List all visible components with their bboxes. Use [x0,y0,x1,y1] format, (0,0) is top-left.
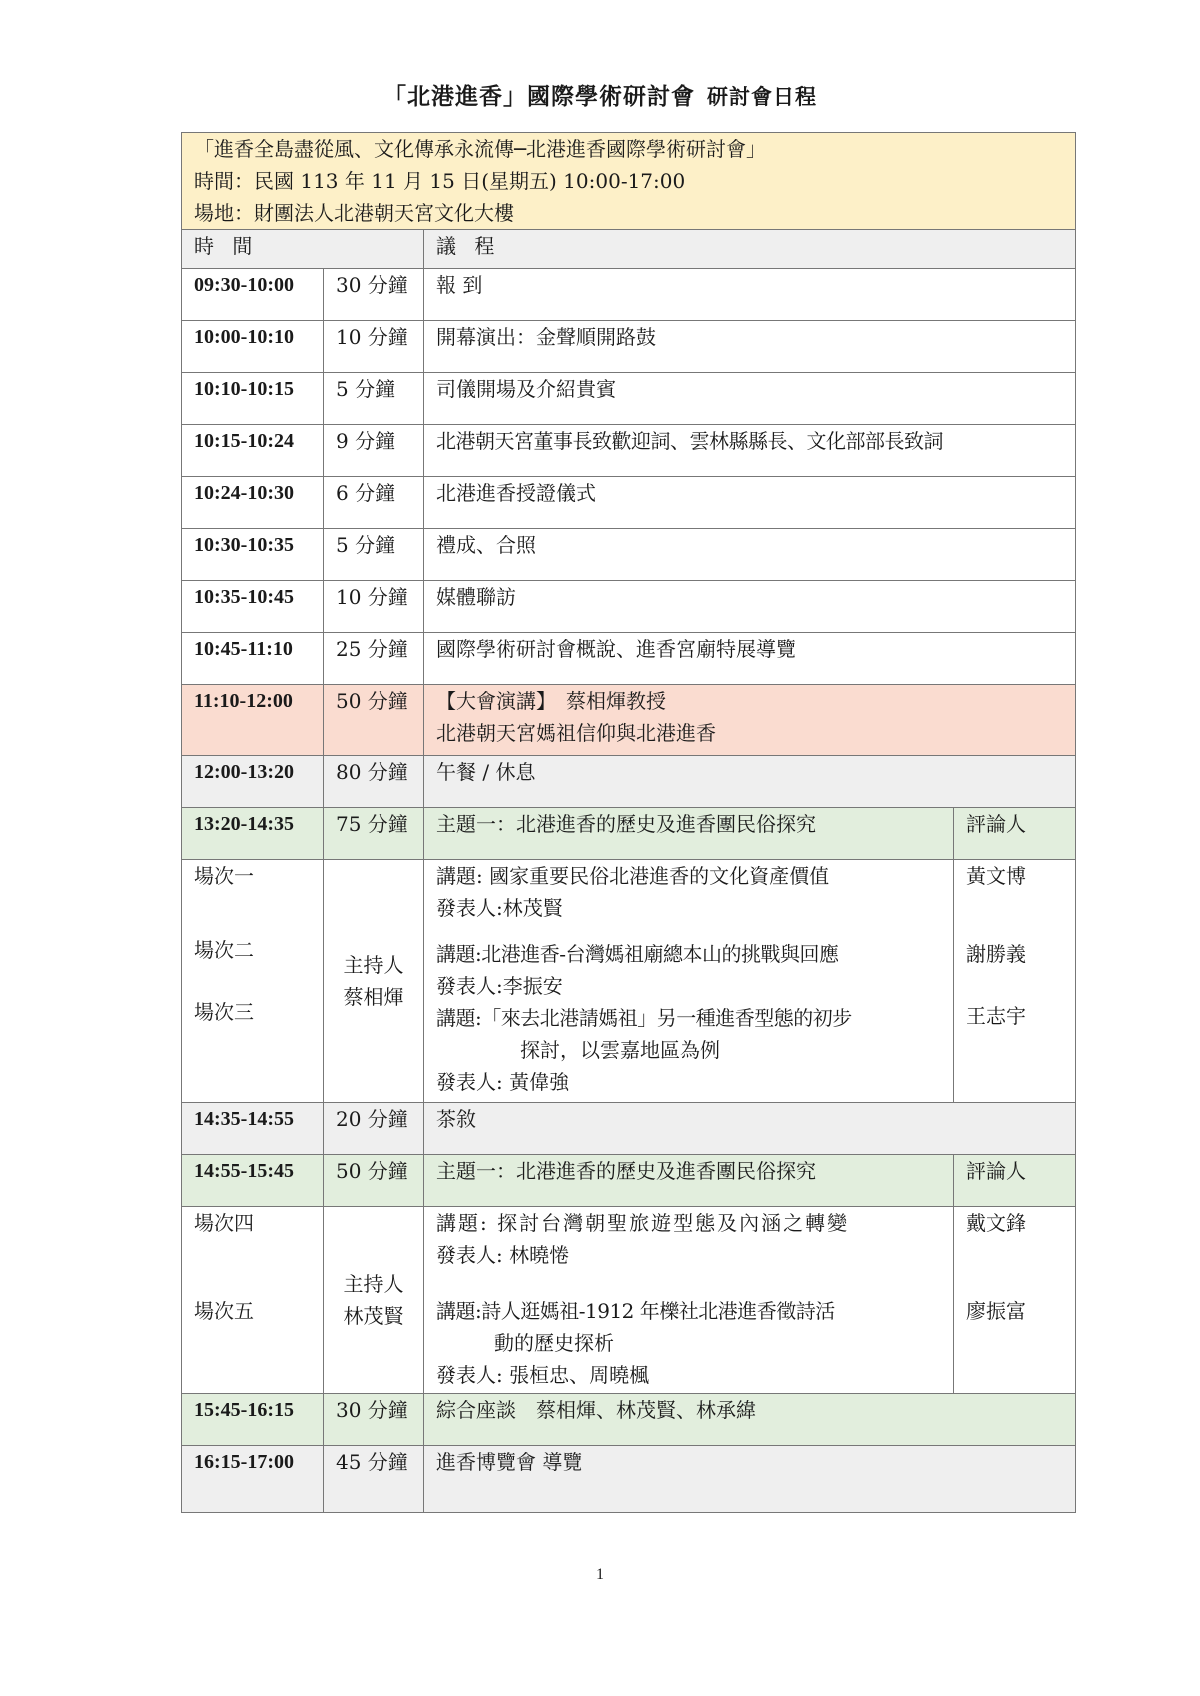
keynote-topic: 北港朝天宮媽祖信仰與北港進香 [436,721,716,745]
event-venue: 場地：財團法人北港朝天宮文化大樓 [194,201,514,225]
session-label: 場次二 [194,938,254,962]
header-row [182,230,1076,269]
agenda-cell: 北港朝天宮董事長致歡迎詞、雲林縣縣長、文化部部長致詞 [424,425,1076,477]
reviewers-cell [954,1207,1076,1394]
agenda-cell: 國際學術研討會概說、進香宮廟特展導覽 [424,633,1076,685]
event-info-row [182,133,1076,230]
time-cell: 09:30-10:00 [182,269,324,321]
duration-cell: 10 分鐘 [324,321,424,373]
time-cell: 10:15-10:24 [182,425,324,477]
reviewer-header: 評論人 [954,1155,1076,1207]
session-label: 場次三 [194,1000,254,1024]
talk-title: 講題:詩人逛媽祖-1912 年櫟社北港進香徵詩活 [436,1299,835,1323]
duration-cell: 5 分鐘 [324,529,424,581]
session-label: 場次四 [194,1211,254,1235]
table-row [182,321,1076,373]
time-cell: 10:45-11:10 [182,633,324,685]
duration-cell: 25 分鐘 [324,633,424,685]
host-cell [324,860,424,1103]
reviewers-cell [954,860,1076,1103]
host-label: 主持人 [343,953,404,977]
agenda-cell: 司儀開場及介紹貴賓 [424,373,1076,425]
host-label: 主持人 [343,1272,404,1296]
talk-item [436,1002,941,1098]
agenda-cell: 茶敘 [424,1103,1076,1155]
session-block [182,1207,1076,1394]
duration-cell: 10 分鐘 [324,581,424,633]
time-cell: 13:20-14:35 [182,808,324,860]
talks-cell [424,860,954,1103]
talk-title: 講題:「來去北港請媽祖」另一種進香型態的初步 [436,1006,852,1030]
tea-row [182,1103,1076,1155]
agenda-cell: 報 到 [424,269,1076,321]
duration-cell: 45 分鐘 [324,1446,424,1513]
agenda-cell: 禮成、合照 [424,529,1076,581]
table-row [182,477,1076,529]
time-cell: 10:35-10:45 [182,581,324,633]
table-row [182,633,1076,685]
agenda-cell: 媒體聯訪 [424,581,1076,633]
talk-title: 講題: 國家重要民俗北港進香的文化資產價值 [436,864,830,888]
agenda-cell: 開幕演出：金聲順開路鼓 [424,321,1076,373]
title-main: 「北港進香」國際學術研討會 [383,83,695,110]
forum-row [182,1394,1076,1446]
keynote-cell [424,685,1076,756]
time-cell: 10:30-10:35 [182,529,324,581]
talk-title-cont: 動的歷史探析 [494,1331,614,1355]
page-title [0,78,1200,111]
duration-cell: 30 分鐘 [324,269,424,321]
host-name: 蔡相煇 [343,985,404,1009]
time-cell: 10:10-10:15 [182,373,324,425]
duration-cell: 20 分鐘 [324,1103,424,1155]
talk-presenter: 發表人: 張桓忠、周曉楓 [436,1363,650,1387]
time-cell: 11:10-12:00 [182,685,324,756]
theme-row [182,1155,1076,1207]
time-cell: 10:24-10:30 [182,477,324,529]
duration-cell: 5 分鐘 [324,373,424,425]
agenda-cell: 午餐 / 休息 [424,756,1076,808]
session-labels [182,860,324,1103]
reviewer-name: 黃文博 [966,864,1026,888]
table-row [182,373,1076,425]
duration-cell: 6 分鐘 [324,477,424,529]
table-row [182,529,1076,581]
time-cell: 15:45-16:15 [182,1394,324,1446]
reviewer-name: 戴文鋒 [966,1211,1026,1235]
talk-presenter: 發表人: 黃偉強 [436,1070,570,1094]
event-date: 時間：民國 113 年 11 月 15 日(星期五) 10:00-17:00 [194,169,686,193]
table-row [182,425,1076,477]
lunch-row [182,756,1076,808]
reviewer-name: 廖振富 [966,1299,1026,1323]
talk-title-cont: 探討，以雲嘉地區為例 [520,1038,720,1062]
agenda-cell: 綜合座談 蔡相煇、林茂賢、林承緯 [424,1394,1076,1446]
talk-item [436,1295,941,1391]
schedule-table [181,132,1076,1513]
session-block [182,860,1076,1103]
event-name: 「進香全島盡從風、文化傳承永流傳─北港進香國際學術研討會」 [194,137,767,161]
time-cell: 14:35-14:55 [182,1103,324,1155]
theme-title: 主題一：北港進香的歷史及進香團民俗探究 [424,1155,954,1207]
talk-title: 講題: 探討台灣朝聖旅遊型態及內涵之轉變 [436,1211,850,1235]
table-row [182,581,1076,633]
talk-item [436,1207,941,1271]
talk-item [436,860,941,924]
talk-title: 講題:北港進香-台灣媽祖廟總本山的挑戰與回應 [436,942,839,966]
reviewer-name: 王志宇 [966,1004,1026,1028]
time-cell: 14:55-15:45 [182,1155,324,1207]
page-number: 1 [596,1566,604,1583]
session-label: 場次五 [194,1299,254,1323]
event-info [182,133,1076,230]
duration-cell: 80 分鐘 [324,756,424,808]
table-row [182,269,1076,321]
duration-cell: 9 分鐘 [324,425,424,477]
duration-cell: 50 分鐘 [324,1155,424,1207]
session-labels [182,1207,324,1394]
header-time: 時 間 [182,230,424,269]
keynote-speaker: 【大會演講】 蔡相煇教授 [436,689,666,713]
keynote-row [182,685,1076,756]
agenda-cell: 進香博覽會 導覽 [424,1446,1076,1513]
time-cell: 16:15-17:00 [182,1446,324,1513]
talks-cell [424,1207,954,1394]
host-cell [324,1207,424,1394]
time-cell: 10:00-10:10 [182,321,324,373]
header-agenda: 議 程 [424,230,1076,269]
session-label: 場次一 [194,864,254,888]
duration-cell: 30 分鐘 [324,1394,424,1446]
reviewer-header: 評論人 [954,808,1076,860]
time-cell: 12:00-13:20 [182,756,324,808]
expo-row [182,1446,1076,1513]
talk-presenter: 發表人: 林曉惓 [436,1243,570,1267]
talk-presenter: 發表人:林茂賢 [436,896,563,920]
agenda-cell: 北港進香授證儀式 [424,477,1076,529]
duration-cell: 75 分鐘 [324,808,424,860]
theme-row [182,808,1076,860]
host-name: 林茂賢 [343,1304,404,1328]
duration-cell: 50 分鐘 [324,685,424,756]
talk-presenter: 發表人:李振安 [436,974,563,998]
title-sub: 研討會日程 [707,84,817,109]
theme-title: 主題一：北港進香的歷史及進香團民俗探究 [424,808,954,860]
talk-item [436,938,941,1002]
reviewer-name: 謝勝義 [966,942,1026,966]
